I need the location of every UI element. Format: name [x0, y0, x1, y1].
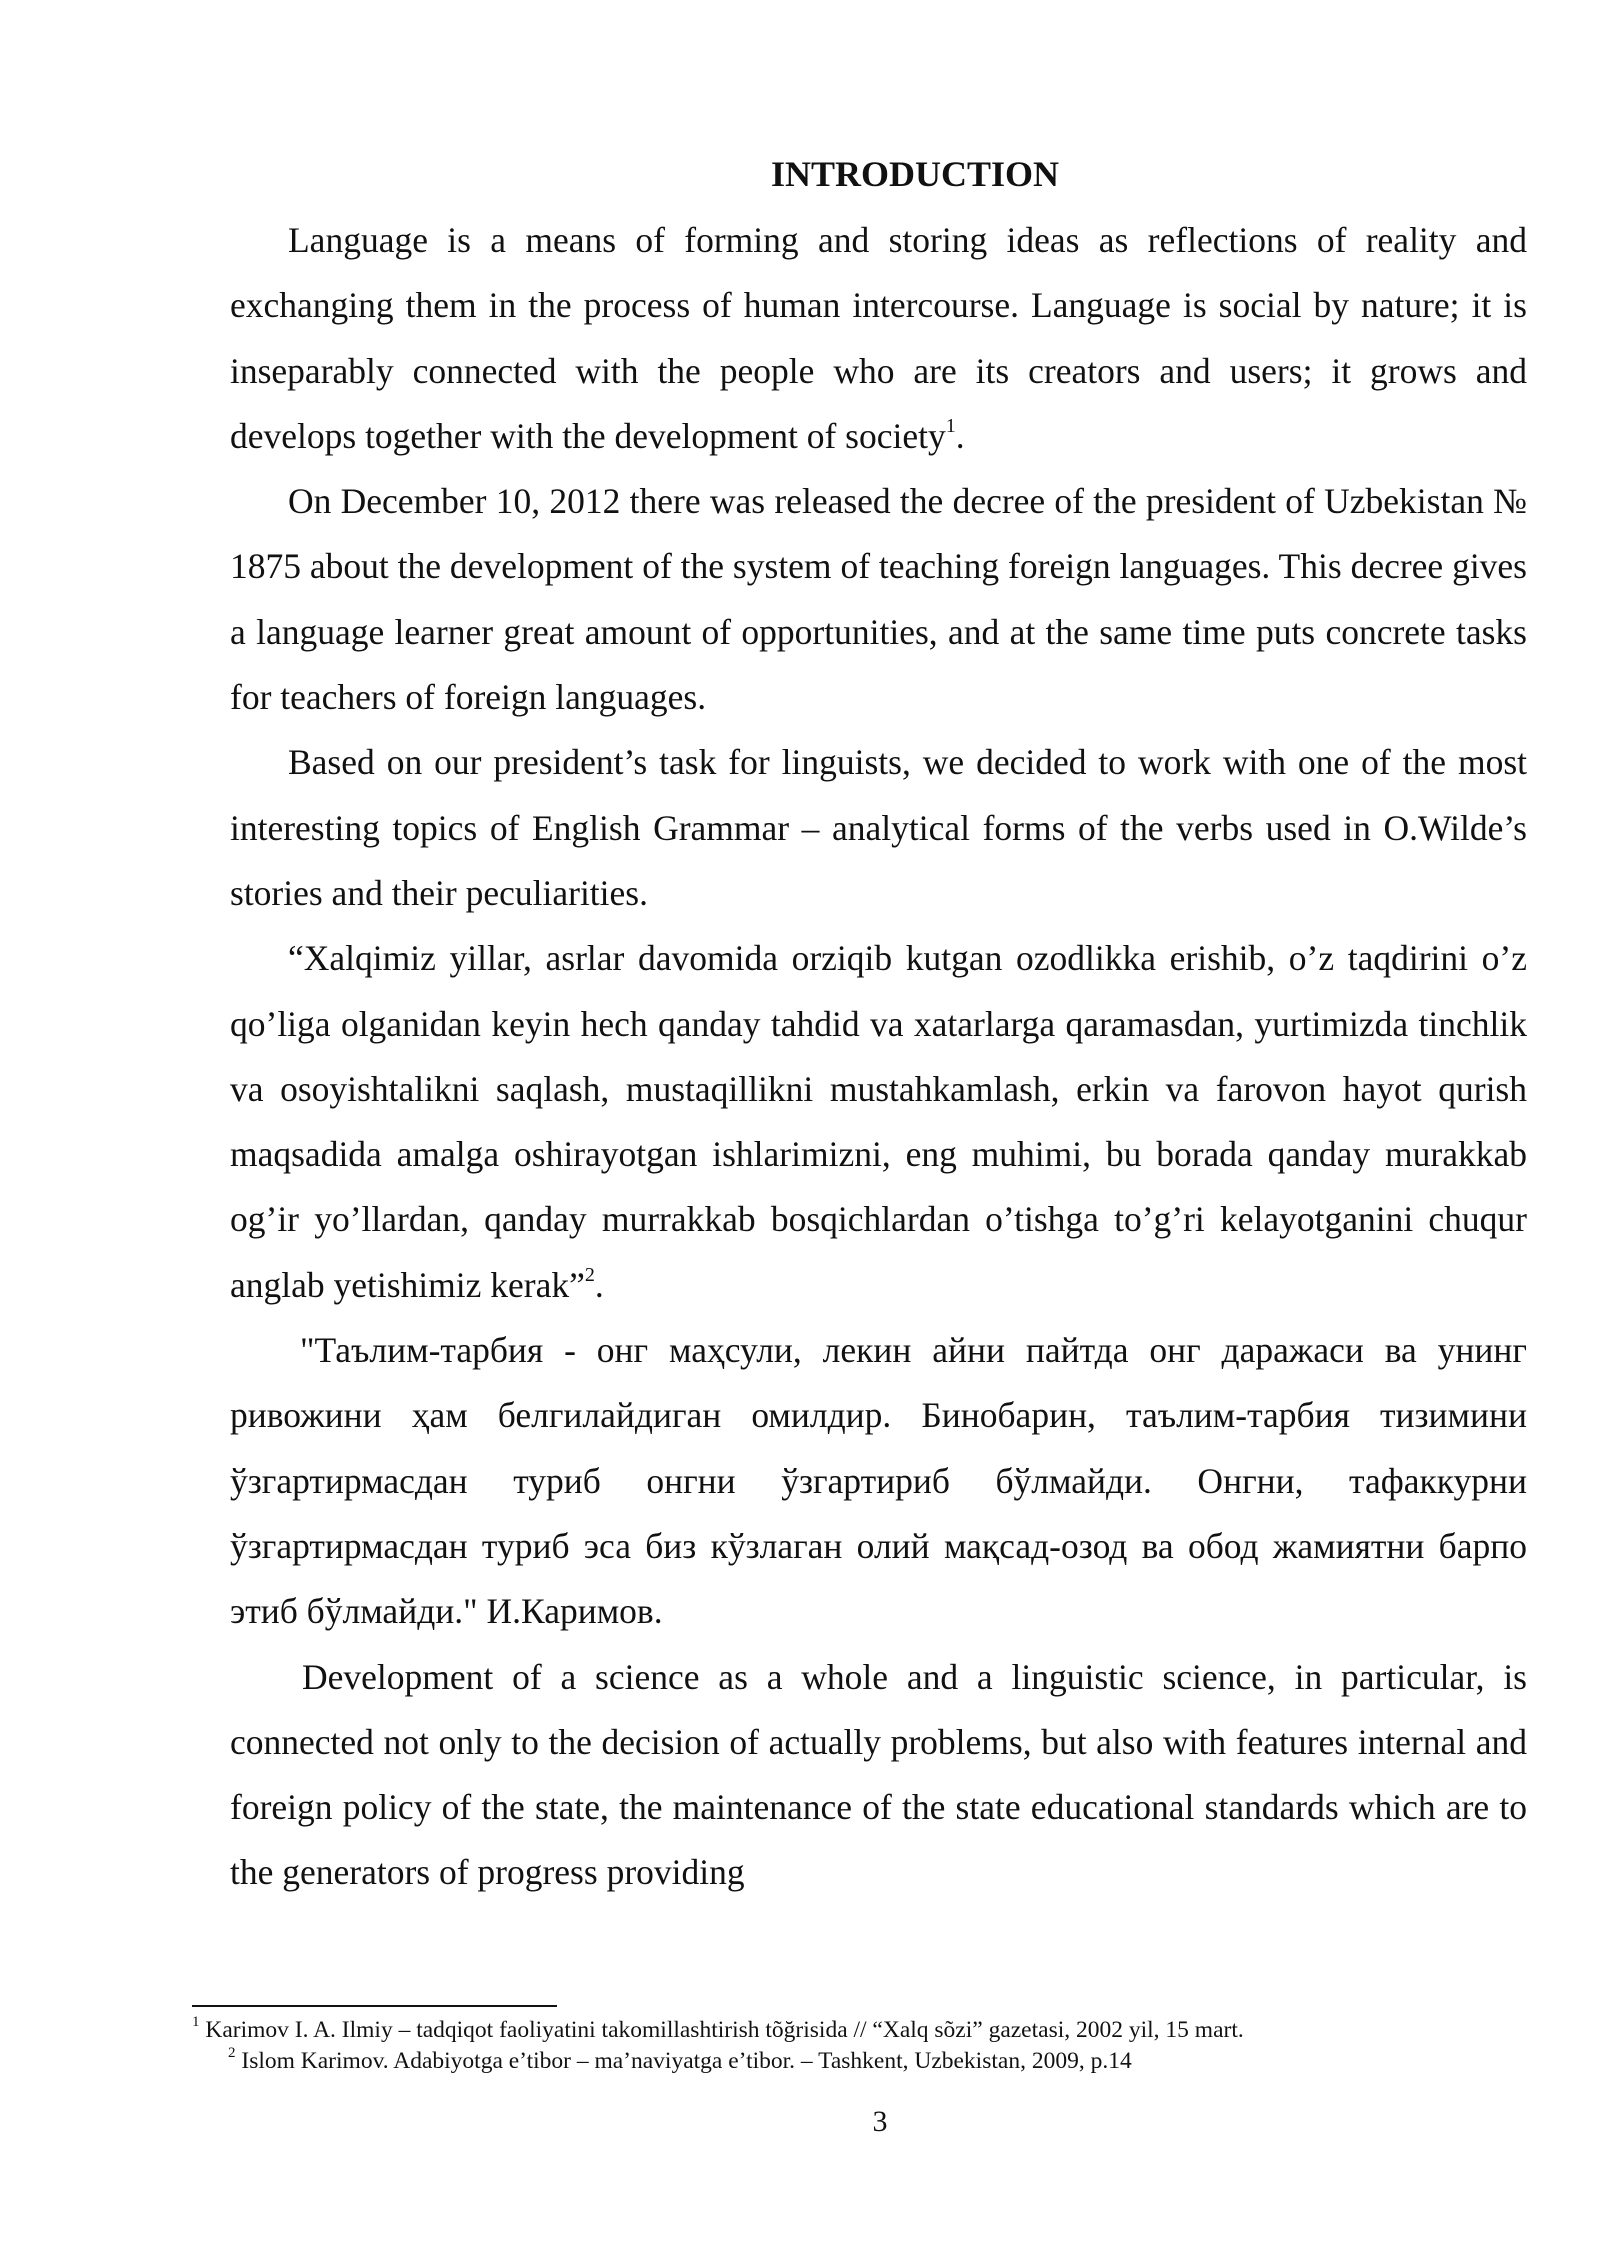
paragraph-science-development: Development of a science as a whole and a linguistic science, in particular, is connected not only to the decision of actually problems, but also with features internal and foreign policy of the state, the maintenance of the state educational standards which are to the generators of progress providing: [230, 1656, 1527, 1893]
paragraph-uzbek-quote: [230, 926, 1527, 1318]
footnote-marker: 1: [192, 2014, 200, 2031]
paragraph-decree: On December 10, 2012 there was released the decree of the president of Uzbekistan № 1875 about the development of the system of teaching foreign languages. This decree gives a language learner great amount of opportunities, and at the same time puts concrete tasks for teachers of foreign languages.: [230, 481, 1527, 718]
footnote-text: Islom Karimov. Adabiyotga e’tibor – ma’naviyatga e’tibor. – Tashkent, Uzbekistan, 2009, p.14: [241, 2048, 1132, 2074]
footnote-reference: 2: [584, 1263, 595, 1286]
footnote-item: [192, 2015, 1522, 2046]
footnote-divider: [192, 2005, 557, 2007]
page-title: INTRODUCTION: [770, 154, 1060, 194]
footnote-marker: 2: [228, 2045, 236, 2062]
paragraph-language-definition: [230, 208, 1527, 469]
footnote-reference: 1: [945, 415, 956, 438]
footnote-item: [192, 2046, 1522, 2077]
paragraph-president-task: Based on our president’s task for linguists, we decided to work with one of the most interesting topics of English Grammar – analytical forms of the verbs used in O.Wilde’s stories and their peculiarities.: [230, 742, 1527, 913]
body-text: [230, 208, 1527, 1906]
page-number: 3: [872, 2105, 888, 2138]
paragraph-text: “Xalqimiz yillar, asrlar davomida orziqib kutgan ozodlikka erishib, o’z taqdirini o’z qo’liga olganidan keyin hech qanday tahdid va xatarlarga qaramasdan, yurtimizda tinchlik va osoyishtalikni saqlash, mustaqillikni mustahkamlash, erkin va farovon hayot qurish maqsadida amalga oshirayotgan ishlarimizni, eng muhimi, bu borada qanday murakkab og’ir yo’llardan, qanday murrakkab bosqichlardan o’tishga to’g’ri kelayotganini chuqur anglab yetishimiz kerak”: [230, 938, 1527, 1305]
footnote-text: Karimov I. A. Ilmiy – tadqiqot faoliyatini takomillashtirish tõğrisida // “Xalq sõzi” gazetasi, 2002 yil, 15 mart.: [205, 2017, 1244, 2043]
paragraph-end: .: [955, 415, 965, 456]
paragraph-end: .: [594, 1264, 604, 1305]
paragraph-text: Language is a means of forming and storing ideas as reflections of reality and exchanging them in the process of human intercourse. Language is social by nature; it is inseparably connected with the people who are its creators and users; it grows and develops together with the development of society: [230, 220, 1527, 456]
paragraph-cyrillic-quote: "Таълим-тарбия - онг маҳсули, лекин айни пайтда онг даражаси ва унинг ривожини ҳам белгилайдиган омилдир. Бинобарин, таълим-тарбия тизимини ўзгартирмасдан туриб онгни ўзгартириб бўлмайди. Онгни, тафаккурни ўзгартирмасдан туриб эса биз кўзлаган олий мақсад-озод ва обод жамиятни барпо этиб бўлмайди." И.Каримов.: [230, 1330, 1527, 1632]
footnotes: [192, 2015, 1522, 2077]
